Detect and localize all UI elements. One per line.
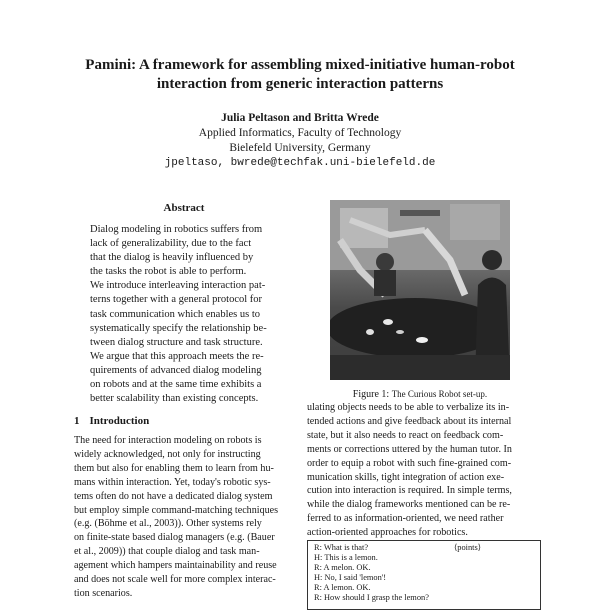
title-line: Pamini: A framework for assembling mixed-initiative human-robot bbox=[85, 57, 515, 73]
body-line: ulating objects needs to be able to verbalize its in- bbox=[307, 402, 510, 413]
abstract-line: lack of generalizability, due to the fact bbox=[90, 238, 252, 250]
intro-line: but employ simple command-matching techniques bbox=[74, 504, 279, 516]
dialog-utterance: R: A melon. OK. bbox=[314, 563, 371, 572]
intro-line: mans within interaction. Yet, today's robotic sys- bbox=[74, 476, 271, 488]
body-line: order to equip a robot with such fine-grained com- bbox=[307, 457, 512, 469]
abstract-line: tween dialog structure and task structure. bbox=[90, 336, 263, 348]
affiliation: Bielefeld University, Germany bbox=[229, 142, 371, 154]
body-line: cution into interaction is required. In simple terms, bbox=[307, 485, 512, 497]
intro-line: tion scenarios. bbox=[74, 587, 133, 599]
intro-line: The need for interaction modeling on robots is bbox=[74, 435, 262, 446]
abstract-line: on robots and at the same time exhibits a bbox=[90, 379, 262, 391]
dialog-line bbox=[314, 553, 534, 563]
body-line: while the dialog frameworks mentioned can be re- bbox=[307, 499, 511, 511]
body-line: state, but it also needs to react on feedback com- bbox=[307, 429, 504, 441]
intro-line: et al., 2009)) that couple dialog and task man- bbox=[74, 546, 260, 558]
section-heading bbox=[74, 415, 149, 427]
title-line: interaction from generic interaction patterns bbox=[156, 76, 444, 92]
figure-caption bbox=[300, 389, 540, 400]
abstract-line: We argue that this approach meets the re- bbox=[90, 350, 264, 362]
dialog-action: ⟨points⟩ bbox=[454, 543, 482, 552]
intro-line: and does not scale well for more complex interac- bbox=[74, 574, 276, 586]
abstract-line: systematically specify the relationship be- bbox=[90, 322, 267, 334]
abstract-line: terns together with a general protocol for bbox=[90, 294, 263, 306]
author-block bbox=[60, 111, 540, 171]
author-emails: jpeltaso, bwrede@techfak.uni-bielefeld.de bbox=[164, 157, 436, 169]
dialog-utterance: H: No, I said 'lemon'! bbox=[314, 573, 387, 582]
body-line: ments or corrections uttered by the human tutor. In bbox=[307, 443, 512, 455]
dialog-utterance: R: A lemon. OK. bbox=[314, 583, 371, 592]
body-line: munication skills, tight integration of action exe- bbox=[307, 471, 505, 483]
section-title: Introduction bbox=[89, 415, 150, 427]
author-names: Julia Peltason and Britta Wrede bbox=[221, 112, 379, 124]
dialog-line bbox=[314, 583, 534, 593]
paper-title bbox=[60, 56, 540, 94]
abstract-line: We introduce interleaving interaction pat- bbox=[90, 280, 266, 292]
abstract-line: task communication which enables us to bbox=[90, 308, 261, 320]
dialog-utterance: H: This is a lemon. bbox=[314, 553, 378, 562]
dialog-line bbox=[314, 543, 534, 553]
body-line: action-oriented approaches for robotics. bbox=[307, 527, 468, 539]
abstract-line: Dialog modeling in robotics suffers from bbox=[90, 224, 263, 235]
abstract-heading: Abstract bbox=[163, 202, 205, 214]
abstract-line: better scalability than existing concepts. bbox=[90, 393, 259, 405]
body-line: tended actions and give feedback about its internal bbox=[307, 415, 512, 427]
abstract-body bbox=[90, 223, 282, 406]
dialog-line bbox=[314, 563, 534, 573]
intro-line: tems often do not have a dedicated dialog system bbox=[74, 490, 273, 502]
section-number: 1 bbox=[74, 415, 80, 427]
abstract-line: the tasks the robot is able to perform. bbox=[90, 266, 247, 278]
dialog-line bbox=[314, 573, 534, 583]
affiliation: Applied Informatics, Faculty of Technology bbox=[198, 127, 402, 139]
robot-setup-photo bbox=[330, 200, 510, 380]
right-column-body bbox=[307, 401, 535, 540]
robot-scene-drawing bbox=[330, 200, 510, 380]
intro-line: agement which hampers maintainability and reuse bbox=[74, 560, 277, 572]
intro-line: them but also for enabling them to learn from hu- bbox=[74, 462, 274, 474]
dialog-utterance: R: What is that? bbox=[314, 543, 369, 552]
abstract-line: that the dialog is heavily influenced by bbox=[90, 252, 254, 264]
figure-caption-text: The Curious Robot set-up. bbox=[391, 389, 488, 399]
intro-line: widely acknowledged, not only for instructing bbox=[74, 448, 261, 460]
intro-line: on finite-state based dialog managers (e.g. (Bauer bbox=[74, 532, 275, 544]
dialog-line bbox=[314, 593, 534, 603]
figure-label: Figure 1: bbox=[352, 389, 390, 400]
intro-body bbox=[74, 434, 295, 601]
intro-line: (e.g. (Böhme et al., 2003)). Other systems rely bbox=[74, 518, 262, 530]
body-line: ferred to as information-oriented, we need rather bbox=[307, 513, 504, 525]
abstract-line: quirements of advanced dialog modeling bbox=[90, 364, 262, 376]
dialog-utterance: R: How should I grasp the lemon? bbox=[314, 593, 429, 602]
